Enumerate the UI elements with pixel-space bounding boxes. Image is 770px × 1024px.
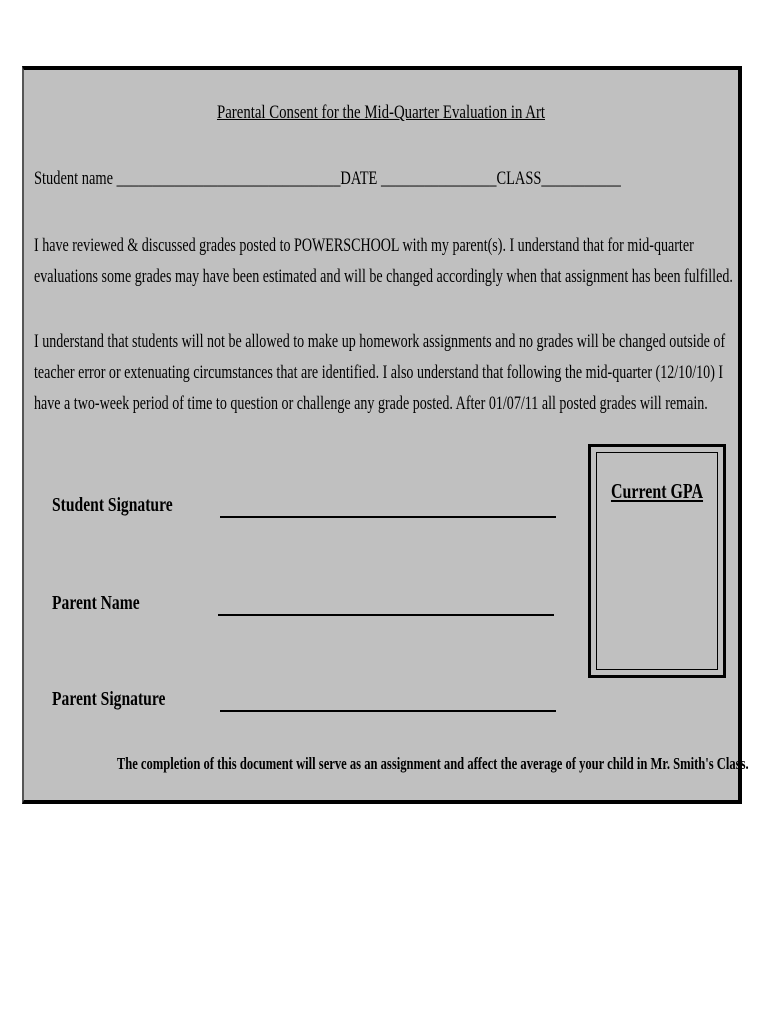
- form-title: Parental Consent for the Mid-Quarter Evaluation in Art: [216, 102, 546, 123]
- current-gpa-label: Current GPA: [610, 479, 704, 503]
- current-gpa-box[interactable]: [588, 444, 726, 678]
- paragraph-line: I understand that students will not be allowed to make up homework assignments and no grades will be changed outside of: [34, 331, 726, 352]
- paragraph-line: teacher error or extenuating circumstances that are identified. I also understand that following the mid-quarter (12/10/10) I: [34, 362, 724, 383]
- parent-name-label: Parent Name: [52, 592, 140, 614]
- paragraph-line: evaluations some grades may have been estimated and will be changed accordingly when that assignment has been fulfilled.: [34, 266, 733, 287]
- paragraph-line: I have reviewed & discussed grades posted to POWERSCHOOL with my parent(s). I understand that for mid-quarter: [34, 235, 694, 256]
- paragraph-line: have a two-week period of time to question or challenge any grade posted. After 01/07/11 all posted grades will remain.: [34, 393, 708, 414]
- footer-note: The completion of this document will serve as an assignment and affect the average of your child in Mr. Smith's Class.: [116, 754, 749, 773]
- student-signature-line[interactable]: [220, 516, 556, 518]
- student-info-row[interactable]: Student name _______________________________DATE ________________CLASS___________: [34, 168, 621, 189]
- paragraph-policy: [34, 326, 725, 419]
- student-signature-label: Student Signature: [52, 494, 173, 516]
- parent-signature-label: Parent Signature: [52, 688, 166, 710]
- paragraph-review: [34, 230, 733, 292]
- consent-form: [22, 66, 749, 804]
- parent-signature-line[interactable]: [220, 710, 556, 712]
- parent-name-line[interactable]: [218, 614, 554, 616]
